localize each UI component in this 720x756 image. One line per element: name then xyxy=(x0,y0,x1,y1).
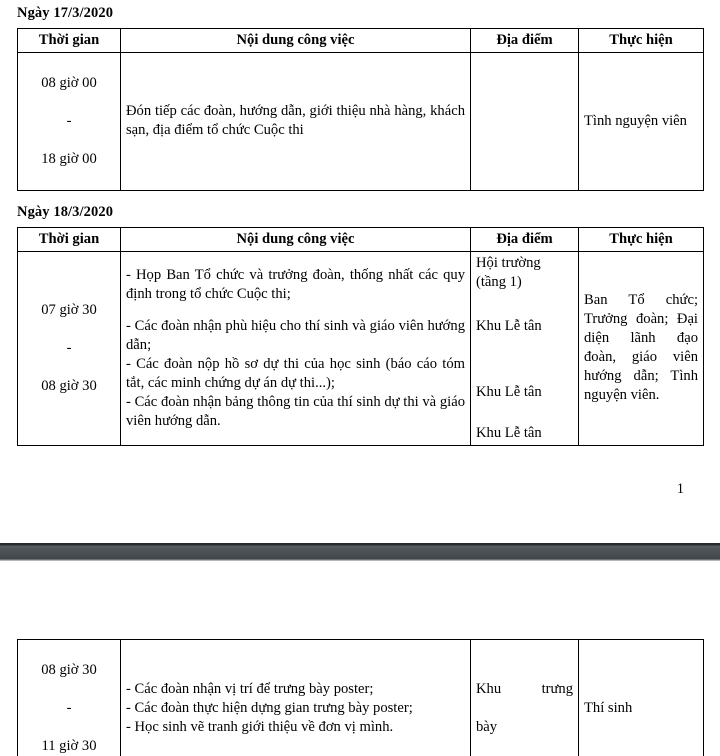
column-header-time: Thời gian xyxy=(18,227,121,251)
cell-content xyxy=(121,251,471,445)
column-header-time: Thời gian xyxy=(18,29,121,53)
content-paragraph-3: - Các đoàn nộp hồ sơ dự thi của học sinh (báo cáo tóm tắt, các minh chứng dự án dự thi...); xyxy=(126,355,465,391)
cell-performer: Thí sinh xyxy=(579,640,704,756)
cell-time xyxy=(18,251,121,445)
table-row xyxy=(18,640,704,756)
content-paragraph-1: - Các đoàn nhận vị trí để trưng bày poster; xyxy=(126,680,374,697)
content-paragraph-3: - Học sinh vẽ tranh giới thiệu về đơn vị mình. xyxy=(126,718,394,735)
cell-performer: Tình nguyện viên xyxy=(579,52,704,190)
place-line-2: (tầng 1) xyxy=(476,273,522,290)
schedule-table-day2 xyxy=(17,227,704,446)
content-paragraph-2: - Các đoàn nhận phù hiệu cho thí sinh và giáo viên hướng dẫn; xyxy=(126,317,465,353)
cell-place xyxy=(471,640,579,756)
time-start: 07 giờ 30 xyxy=(41,301,97,318)
place-line-2: bày xyxy=(476,718,498,735)
document-page-2 xyxy=(0,561,720,756)
cell-place xyxy=(471,251,579,445)
time-dash: - xyxy=(66,699,72,716)
time-end: 11 giờ 30 xyxy=(41,737,97,754)
content-paragraph-4: - Các đoàn nhận bảng thông tin của thí sinh dự thi và giáo viên hướng dẫn. xyxy=(126,393,465,429)
cell-place xyxy=(471,52,579,190)
column-header-content: Nội dung công việc xyxy=(121,227,471,251)
section-heading-day1: Ngày 17/3/2020 xyxy=(17,5,114,21)
time-dash: - xyxy=(66,112,72,129)
place-line-3: Khu Lễ tân xyxy=(476,317,542,334)
column-header-place: Địa điểm xyxy=(471,227,579,251)
schedule-table-continued xyxy=(17,639,704,756)
time-start: 08 giờ 00 xyxy=(41,74,97,91)
cell-time xyxy=(18,640,121,756)
place-line-1: Khu trưng xyxy=(476,680,573,697)
place-line-4: Khu Lễ tân xyxy=(476,383,542,400)
time-start: 08 giờ 30 xyxy=(41,661,97,678)
place-line-1: Hội trường xyxy=(476,254,541,271)
time-end: 18 giờ 00 xyxy=(41,150,97,167)
schedule-table-day1 xyxy=(17,28,704,191)
column-header-place: Địa điểm xyxy=(471,29,579,53)
time-end: 08 giờ 30 xyxy=(41,377,97,394)
table-row xyxy=(18,251,704,445)
column-header-performer: Thực hiện xyxy=(579,29,704,53)
cell-content xyxy=(121,640,471,756)
page-number: 1 xyxy=(676,481,684,497)
cell-content xyxy=(121,52,471,190)
time-dash: - xyxy=(66,339,72,356)
column-header-performer: Thực hiện xyxy=(579,227,704,251)
place-line-5: Khu Lễ tân xyxy=(476,424,542,441)
page-separator-bar xyxy=(0,543,720,561)
content-text: Đón tiếp các đoàn, hướng dẫn, giới thiệu nhà hàng, khách sạn, địa điểm tổ chức Cuộc thi xyxy=(126,103,465,139)
content-paragraph-2: - Các đoàn thực hiện dựng gian trưng bày poster; xyxy=(126,699,413,716)
table-header-row xyxy=(18,29,704,53)
table-header-row xyxy=(18,227,704,251)
cell-performer: Ban Tổ chức; Trưởng đoàn; Đại diện lãnh đạo đoàn, giáo viên hướng dẫn; Tình nguyện viên. xyxy=(579,251,704,445)
section-heading-day2: Ngày 18/3/2020 xyxy=(17,203,114,220)
content-paragraph-1: - Họp Ban Tổ chức và trưởng đoàn, thống nhất các quy định trong tổ chức Cuộc thi; xyxy=(126,266,465,302)
column-header-content: Nội dung công việc xyxy=(121,29,471,53)
cell-time xyxy=(18,52,121,190)
table-row xyxy=(18,52,704,190)
